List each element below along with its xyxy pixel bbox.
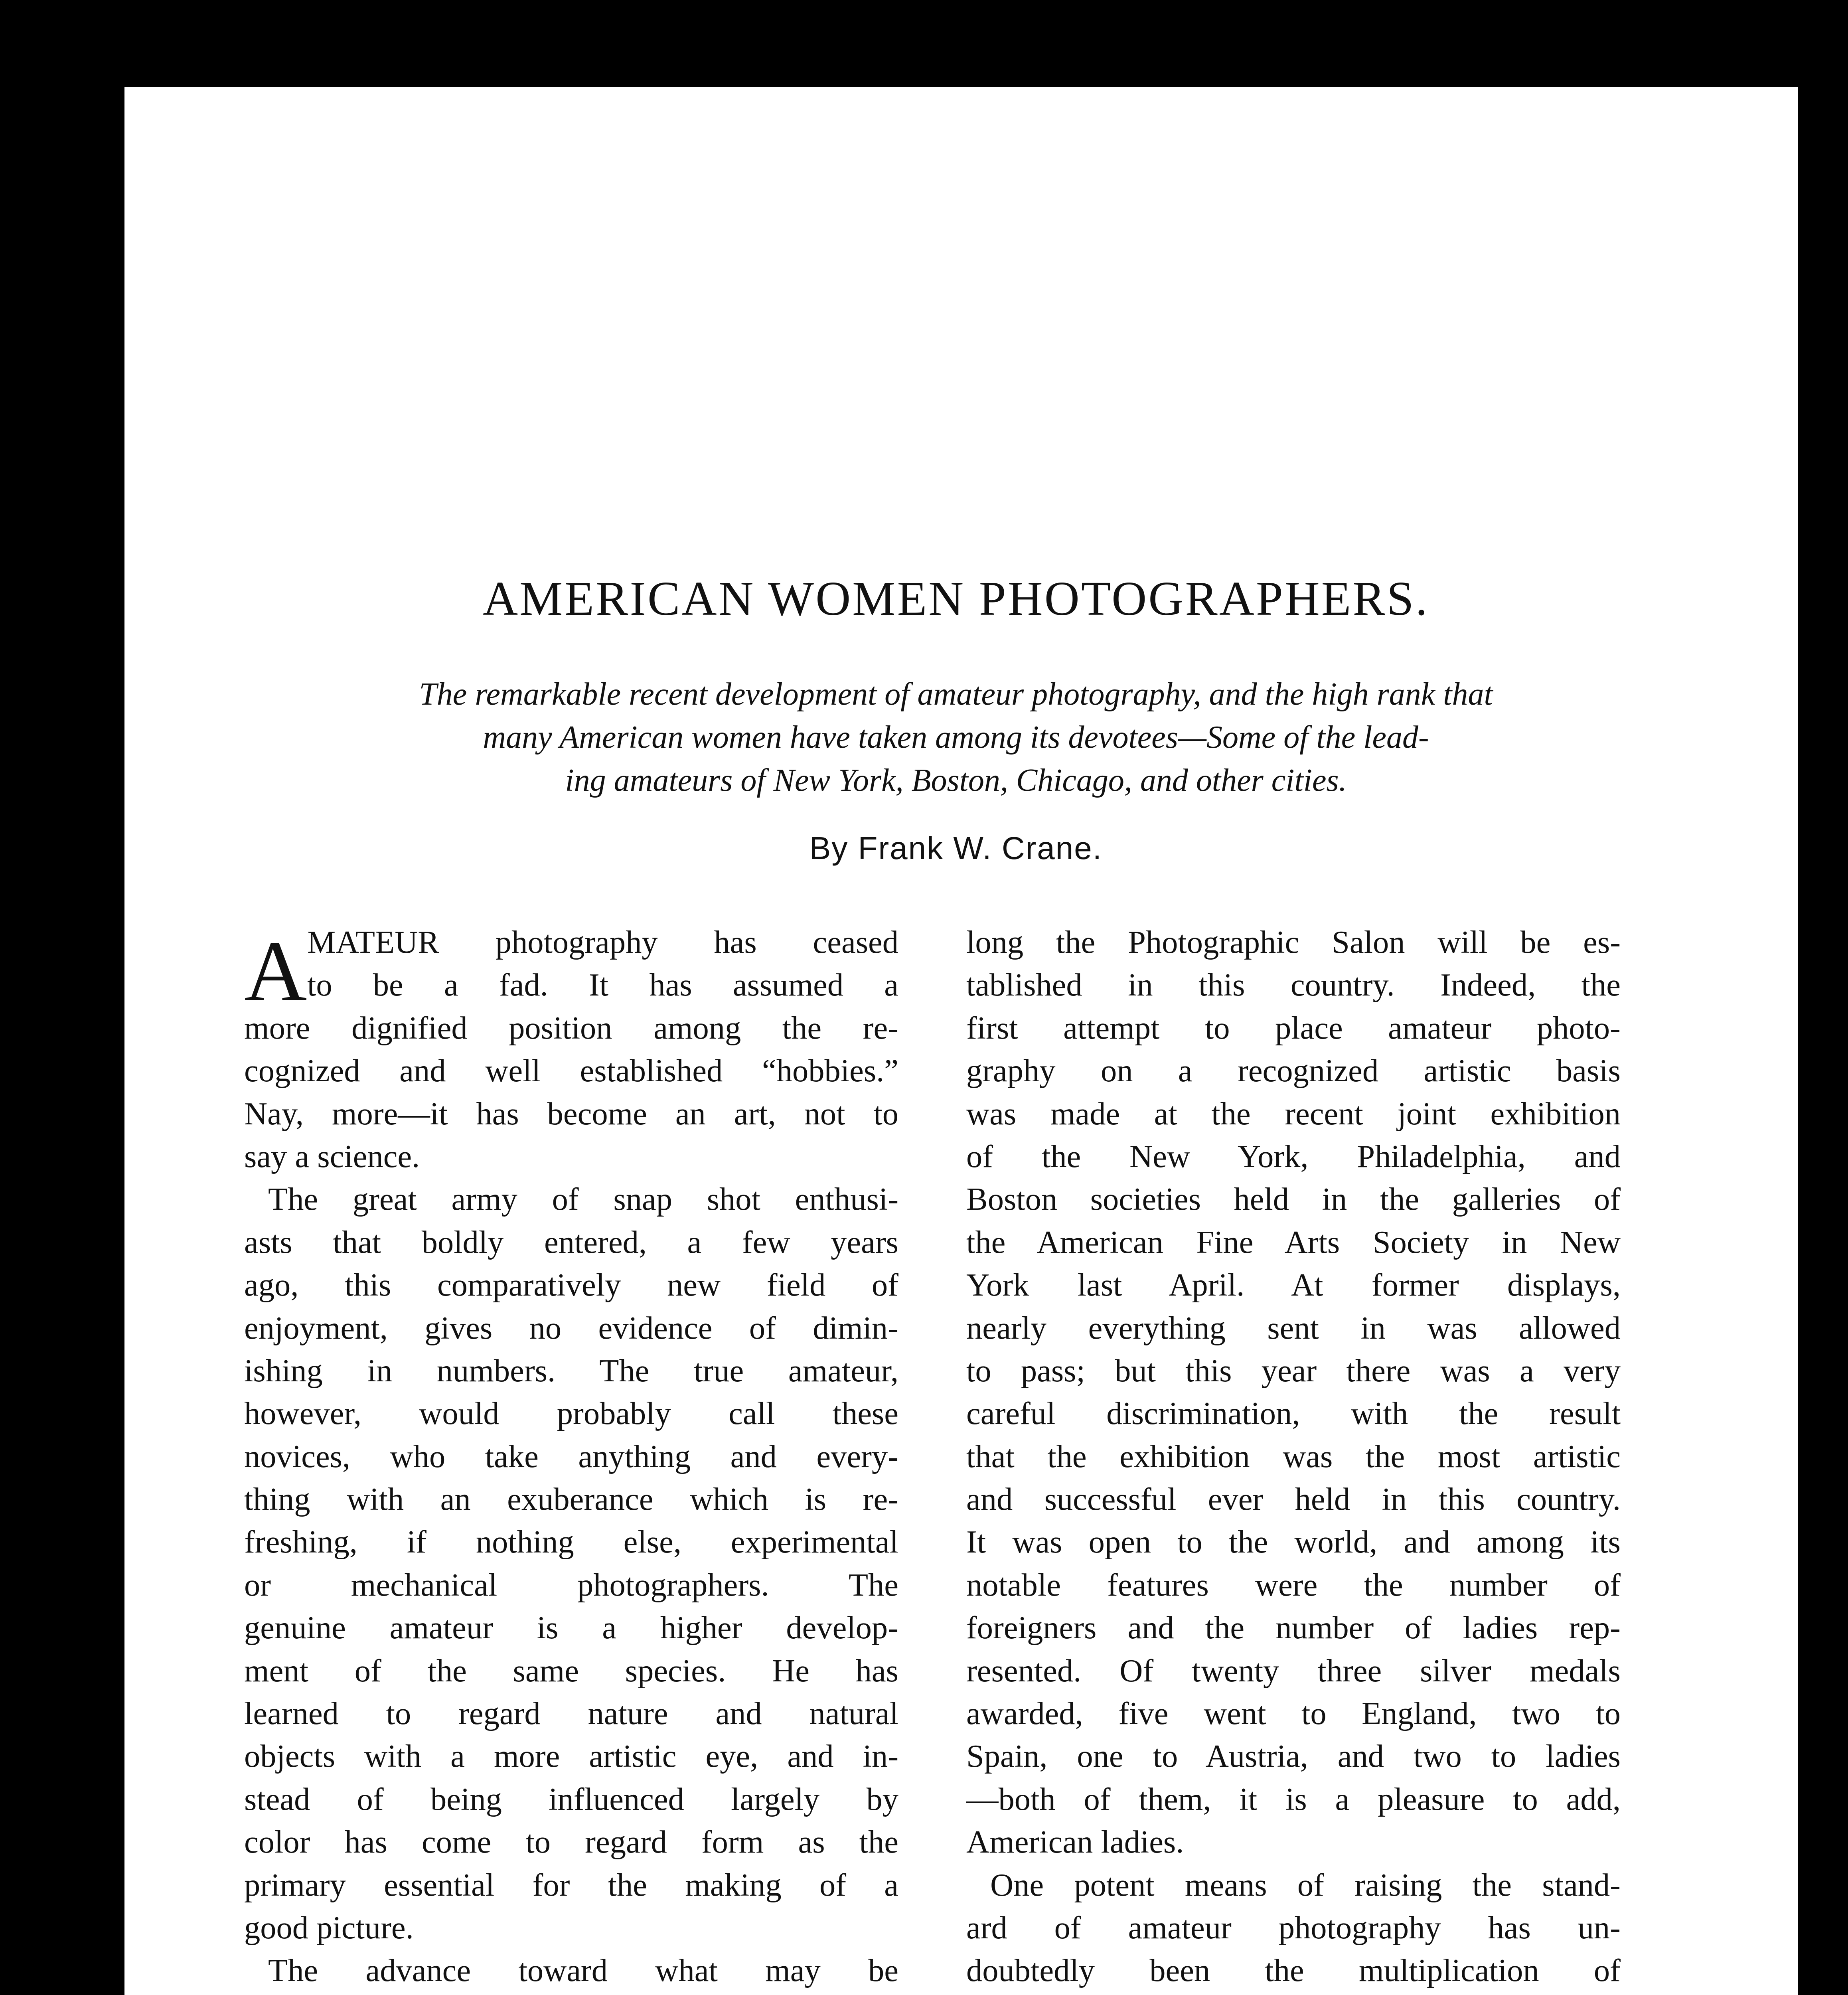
text-line: to pass; but this year there was a very xyxy=(966,1353,1621,1389)
text-line: color has come to regard form as the xyxy=(244,1824,898,1860)
text-line: notable features were the number of xyxy=(966,1567,1621,1603)
text-line: was made at the recent joint exhibition xyxy=(966,1096,1621,1132)
text-line: —both of them, it is a pleasure to add, xyxy=(966,1781,1621,1817)
text-line: graphy on a recognized artistic basis xyxy=(966,1053,1621,1089)
deck-line: ing amateurs of New York, Boston, Chicago, and other cities. xyxy=(565,763,1347,798)
text-line: One potent means of raising the stand- xyxy=(990,1867,1621,1903)
text-line: primary essential for the making of a xyxy=(244,1867,898,1903)
text-line: doubtedly been the multiplication of xyxy=(966,1953,1621,1989)
text-line: enjoyment, gives no evidence of dimin- xyxy=(244,1310,898,1346)
text-line: objects with a more artistic eye, and in- xyxy=(244,1738,898,1774)
article-byline: By Frank W. Crane. xyxy=(809,830,1102,866)
text-line: first attempt to place amateur photo- xyxy=(966,1010,1621,1046)
text-line: Boston societies held in the galleries of xyxy=(966,1181,1621,1217)
text-line: more dignified position among the re- xyxy=(244,1010,898,1046)
article-deck xyxy=(224,673,1688,802)
article-title: AMERICAN WOMEN PHOTOGRAPHERS. xyxy=(482,572,1429,626)
text-line: Spain, one to Austria, and two to ladies xyxy=(966,1738,1621,1774)
text-line: York last April. At former displays, xyxy=(966,1267,1621,1303)
text-line: asts that boldly entered, a few years xyxy=(244,1224,898,1260)
text-line: of the New York, Philadelphia, and xyxy=(966,1138,1621,1174)
text-line: resented. Of twenty three silver medals xyxy=(966,1653,1621,1689)
text-line: ment of the same species. He has xyxy=(244,1653,898,1689)
text-line: awarded, five went to England, two to xyxy=(966,1696,1621,1732)
text-line: learned to regard nature and natural xyxy=(244,1696,898,1732)
drop-cap: A xyxy=(244,923,307,1019)
text-line: freshing, if nothing else, experimental xyxy=(244,1524,898,1560)
text-line: careful discrimination, with the result xyxy=(966,1396,1621,1432)
text-line: foreigners and the number of ladies rep- xyxy=(966,1610,1621,1646)
text-line: however, would probably call these xyxy=(244,1396,898,1432)
text-line: long the Photographic Salon will be es- xyxy=(966,924,1621,960)
text-line: The advance toward what may be xyxy=(268,1953,898,1989)
text-line: say a science. xyxy=(244,1138,420,1174)
text-line: the American Fine Arts Society in New xyxy=(966,1224,1621,1260)
text-line: It was open to the world, and among its xyxy=(966,1524,1621,1560)
text-line: good picture. xyxy=(244,1910,414,1946)
text-line: Nay, more—it has become an art, not to xyxy=(244,1096,898,1132)
deck-line: many American women have taken among its devotees—Some of the lead- xyxy=(483,720,1429,755)
page-edge xyxy=(1787,87,1798,1995)
text-line: ago, this comparatively new field of xyxy=(244,1267,898,1303)
text-line: MATEUR photography has ceased xyxy=(307,924,898,960)
text-line: tablished in this country. Indeed, the xyxy=(966,967,1621,1003)
text-line: ishing in numbers. The true amateur, xyxy=(244,1353,898,1389)
text-line xyxy=(966,1992,1621,1995)
text-line: thing with an exuberance which is re- xyxy=(244,1481,898,1517)
text-line: nearly everything sent in was allowed xyxy=(966,1310,1621,1346)
text-line: The great army of snap shot enthusi- xyxy=(268,1181,898,1217)
text-line xyxy=(244,1992,898,1995)
right-column xyxy=(966,921,1621,1995)
text-line: to be a fad. It has assumed a xyxy=(307,967,898,1003)
text-line: novices, who take anything and every- xyxy=(244,1438,898,1474)
text-line: and successful ever held in this country. xyxy=(966,1481,1621,1517)
magazine-page xyxy=(124,87,1787,1995)
text-line: or mechanical photographers. The xyxy=(244,1567,898,1603)
deck-line: The remarkable recent development of amateur photography, and the high rank that xyxy=(419,677,1493,712)
text-line: genuine amateur is a higher develop- xyxy=(244,1610,898,1646)
text-line: American ladies. xyxy=(966,1824,1184,1860)
text-line: cognized and well established “hobbies.” xyxy=(244,1053,898,1089)
text-line: that the exhibition was the most artistic xyxy=(966,1438,1621,1474)
text-line: stead of being influenced largely by xyxy=(244,1781,898,1817)
text-line: ard of amateur photography has un- xyxy=(966,1910,1621,1946)
left-column xyxy=(244,921,898,1995)
